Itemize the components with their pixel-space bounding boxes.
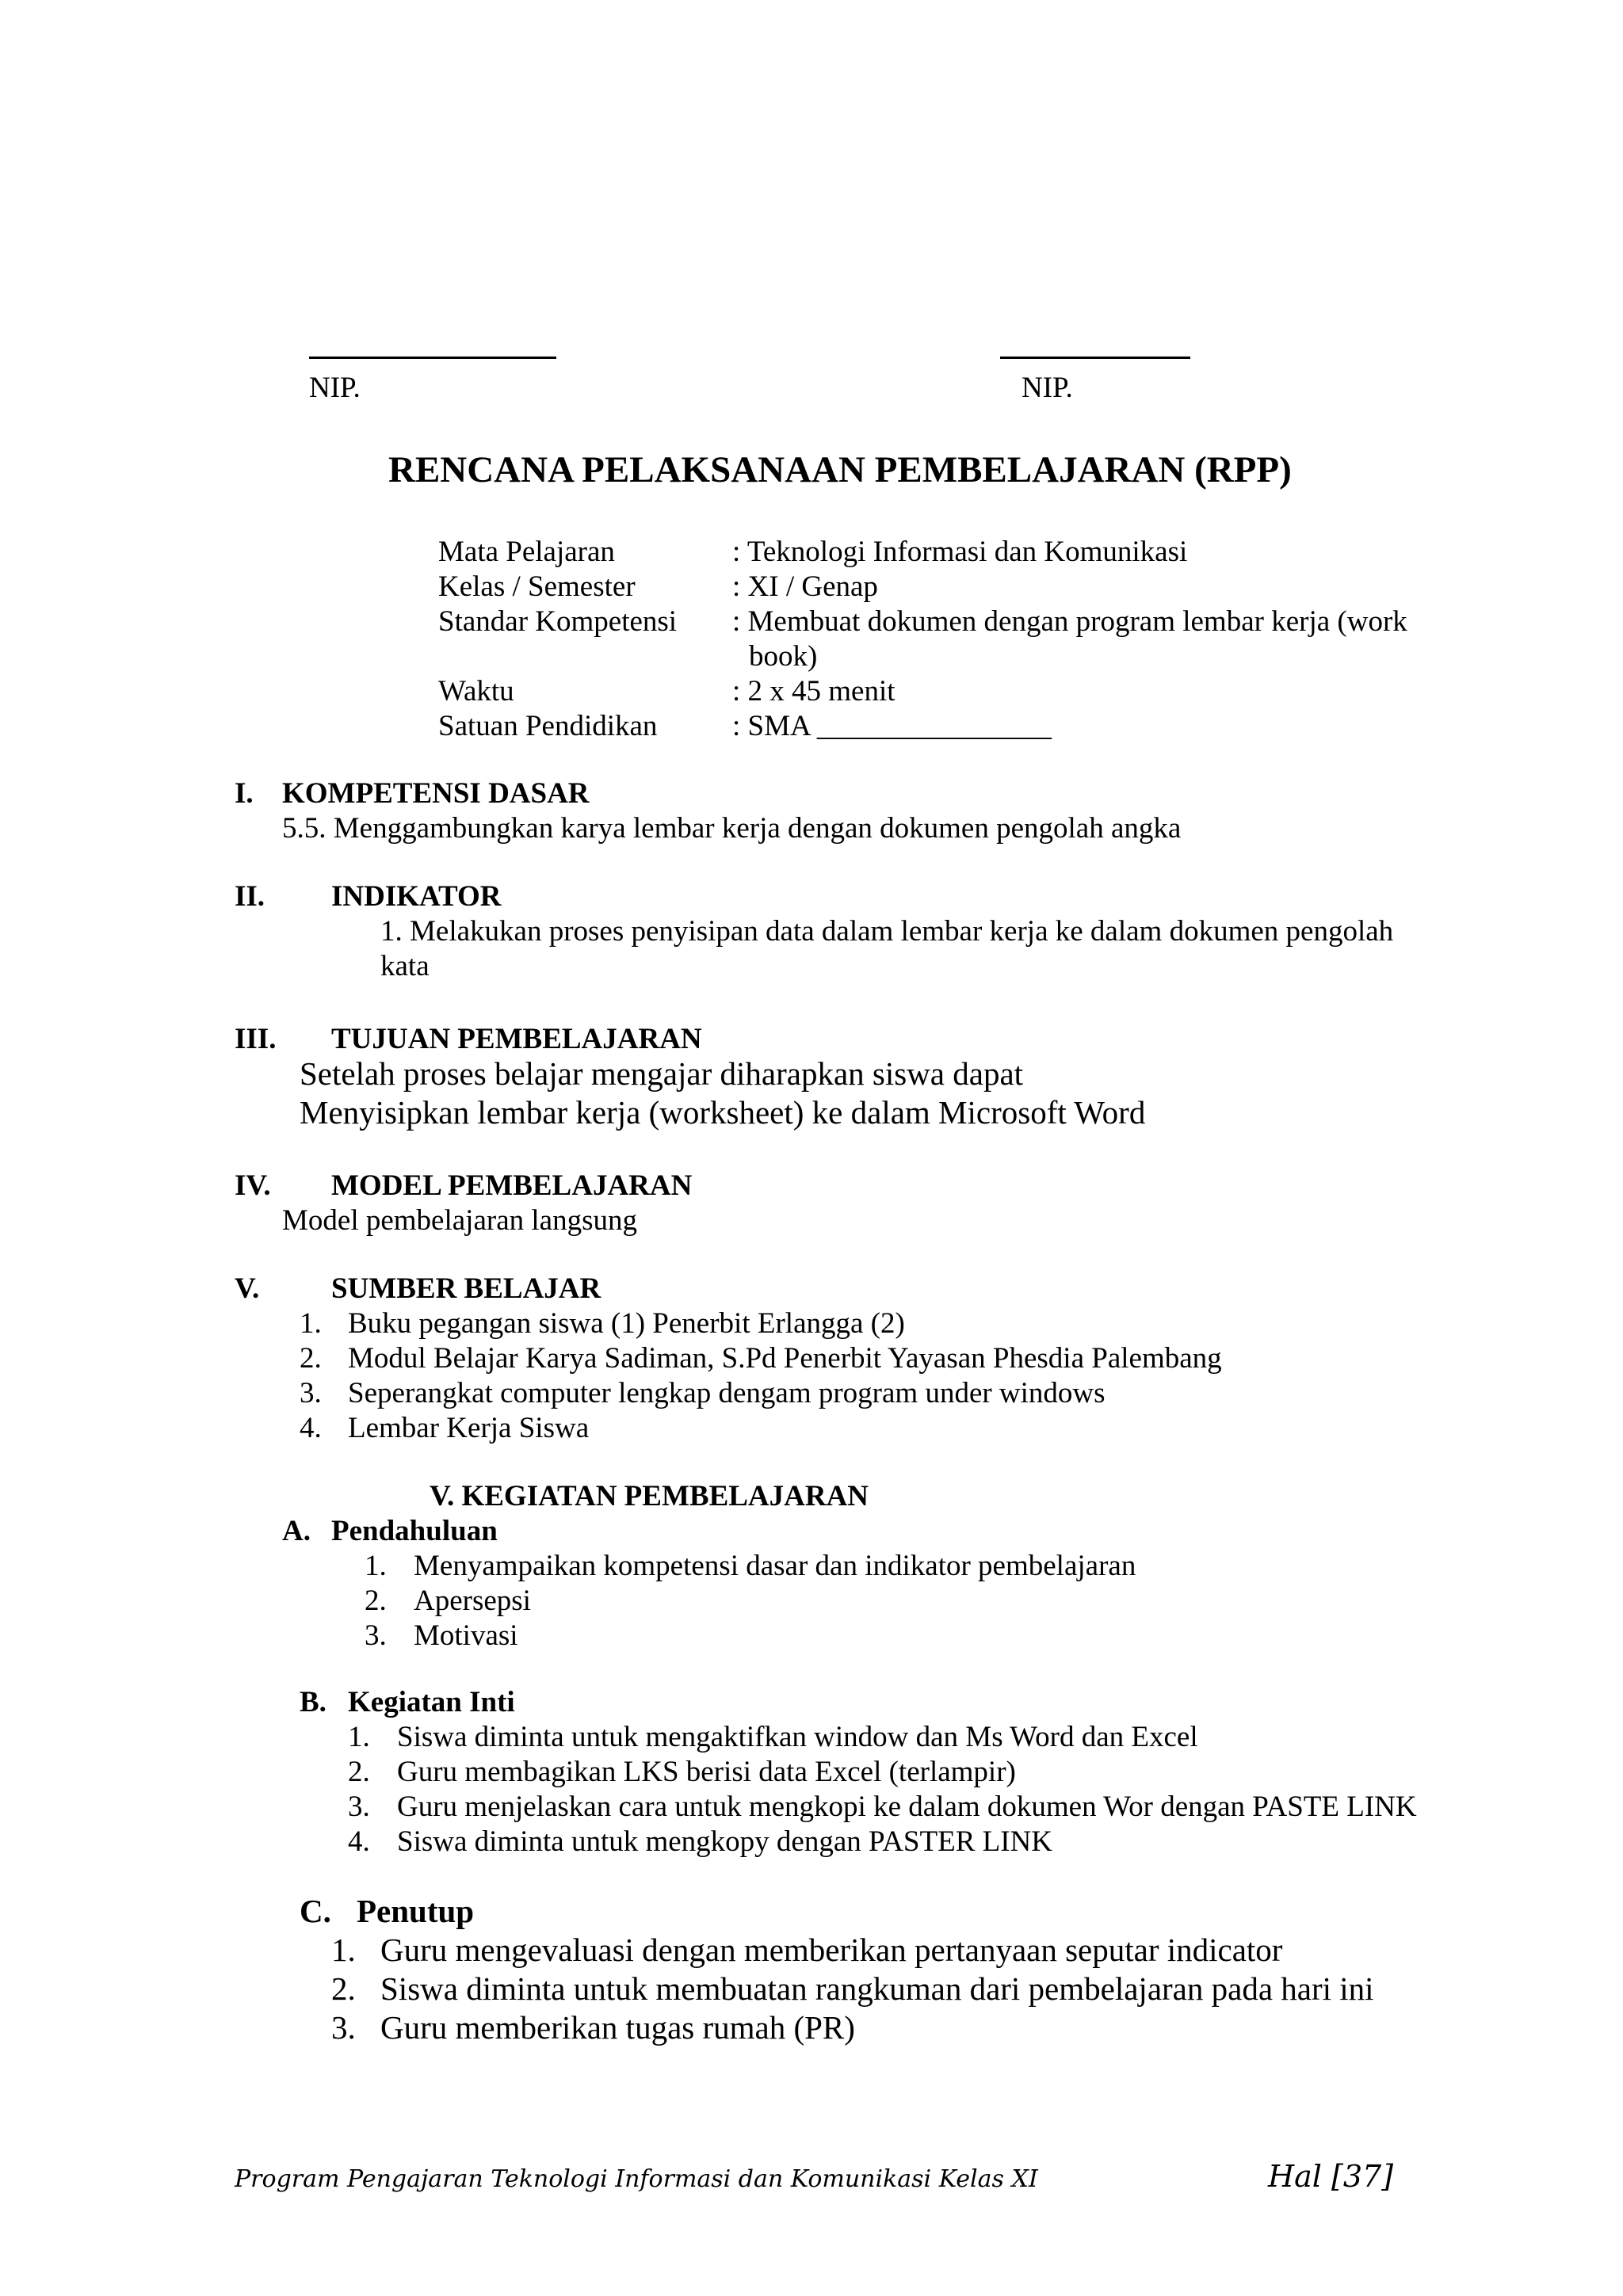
section-body: 1. Melakukan proses penyisipan data dalam lembar kerja ke dalam dokumen pengolah: [380, 915, 1394, 948]
section-number: IV.: [235, 1169, 271, 1202]
identity-value: : Membuat dokumen dengan program lembar kerja (work: [732, 605, 1407, 638]
subsection-label: A.: [282, 1515, 311, 1547]
identity-value-cont: book): [749, 640, 818, 673]
list-item: Guru memberikan tugas rumah (PR): [380, 2009, 855, 2046]
identity-label: Kelas / Semester: [438, 570, 636, 603]
identity-label: Standar Kompetensi: [438, 605, 678, 638]
section-heading-kegiatan: V. KEGIATAN PEMBELAJARAN: [430, 1480, 869, 1512]
list-item: Lembar Kerja Siswa: [348, 1412, 590, 1444]
identity-label: Mata Pelajaran: [438, 536, 615, 568]
signature-line-left: [309, 357, 556, 359]
list-item-number: 3.: [365, 1619, 387, 1652]
page-title: RENCANA PELAKSANAAN PEMBELAJARAN (RPP): [388, 449, 1292, 490]
list-item: Apersepsi: [414, 1585, 531, 1617]
section-body: Model pembelajaran langsung: [282, 1204, 637, 1237]
list-item: Siswa diminta untuk membuatan rangkuman dari pembelajaran pada hari ini: [380, 1970, 1374, 2007]
section-number: V.: [235, 1272, 260, 1305]
list-item-number: 3.: [348, 1791, 370, 1823]
list-item: Guru mengevaluasi dengan memberikan pertanyaan seputar indicator: [380, 1932, 1283, 1968]
signature-line-right: [1000, 357, 1190, 359]
section-heading-indikator: INDIKATOR: [331, 880, 502, 913]
identity-label: Waktu: [438, 675, 514, 707]
list-item-number: 2.: [300, 1342, 322, 1375]
identity-value: : XI / Genap: [732, 570, 878, 603]
section-body: Menyisipkan lembar kerja (worksheet) ke dalam Microsoft Word: [300, 1094, 1146, 1131]
identity-label: Satuan Pendidikan: [438, 710, 658, 742]
list-item: Siswa diminta untuk mengkopy dengan PASTER LINK: [397, 1825, 1052, 1858]
list-item: Menyampaikan kompetensi dasar dan indikator pembelajaran: [414, 1550, 1136, 1582]
list-item: Guru membagikan LKS berisi data Excel (terlampir): [397, 1756, 1016, 1788]
subsection-title-pendahuluan: Pendahuluan: [331, 1515, 498, 1547]
section-body: 5.5. Menggambungkan karya lembar kerja dengan dokumen pengolah angka: [282, 812, 1182, 845]
list-item-number: 2.: [365, 1585, 387, 1617]
footer-page-number: Hal [37]: [1268, 2159, 1394, 2194]
subsection-label: B.: [300, 1686, 327, 1718]
list-item-number: 3.: [300, 1377, 322, 1409]
section-heading-tujuan: TUJUAN PEMBELAJARAN: [331, 1023, 702, 1055]
subsection-title-penutup: Penutup: [357, 1893, 475, 1929]
list-item: Guru menjelaskan cara untuk mengkopi ke dalam dokumen Wor dengan PASTE LINK: [397, 1791, 1417, 1823]
list-item-number: 1.: [348, 1721, 370, 1753]
section-heading-kompetensi-dasar: KOMPETENSI DASAR: [282, 777, 590, 810]
section-body: kata: [380, 950, 430, 982]
section-number: III.: [235, 1023, 277, 1055]
list-item-number: 4.: [300, 1412, 322, 1444]
list-item: Modul Belajar Karya Sadiman, S.Pd Penerbit Yayasan Phesdia Palembang: [348, 1342, 1222, 1375]
section-heading-model: MODEL PEMBELAJARAN: [331, 1169, 693, 1202]
identity-value: : 2 x 45 menit: [732, 675, 896, 707]
identity-value: : SMA ________________: [732, 710, 1052, 742]
identity-value: : Teknologi Informasi dan Komunikasi: [732, 536, 1188, 568]
list-item-number: 1.: [365, 1550, 387, 1582]
subsection-label: C.: [300, 1893, 331, 1929]
list-item-number: 4.: [348, 1825, 370, 1858]
nip-left: NIP.: [309, 372, 361, 404]
subsection-title-kegiatan-inti: Kegiatan Inti: [348, 1686, 515, 1718]
nip-right: NIP.: [1022, 372, 1073, 404]
section-body: Setelah proses belajar mengajar diharapkan siswa dapat: [300, 1055, 1024, 1092]
list-item-number: 2.: [348, 1756, 370, 1788]
list-item-number: 1.: [331, 1932, 356, 1968]
section-heading-sumber: SUMBER BELAJAR: [331, 1272, 601, 1305]
list-item: Motivasi: [414, 1619, 518, 1652]
list-item-number: 1.: [300, 1307, 322, 1340]
list-item-number: 3.: [331, 2009, 356, 2046]
list-item: Seperangkat computer lengkap dengam program under windows: [348, 1377, 1106, 1409]
list-item-number: 2.: [331, 1970, 356, 2007]
section-number: I.: [235, 777, 254, 810]
list-item: Buku pegangan siswa (1) Penerbit Erlangga (2): [348, 1307, 905, 1340]
section-number: II.: [235, 880, 265, 913]
list-item: Siswa diminta untuk mengaktifkan window dan Ms Word dan Excel: [397, 1721, 1198, 1753]
footer-program-title: Program Pengajaran Teknologi Informasi dan Komunikasi Kelas XI: [235, 2165, 1038, 2193]
